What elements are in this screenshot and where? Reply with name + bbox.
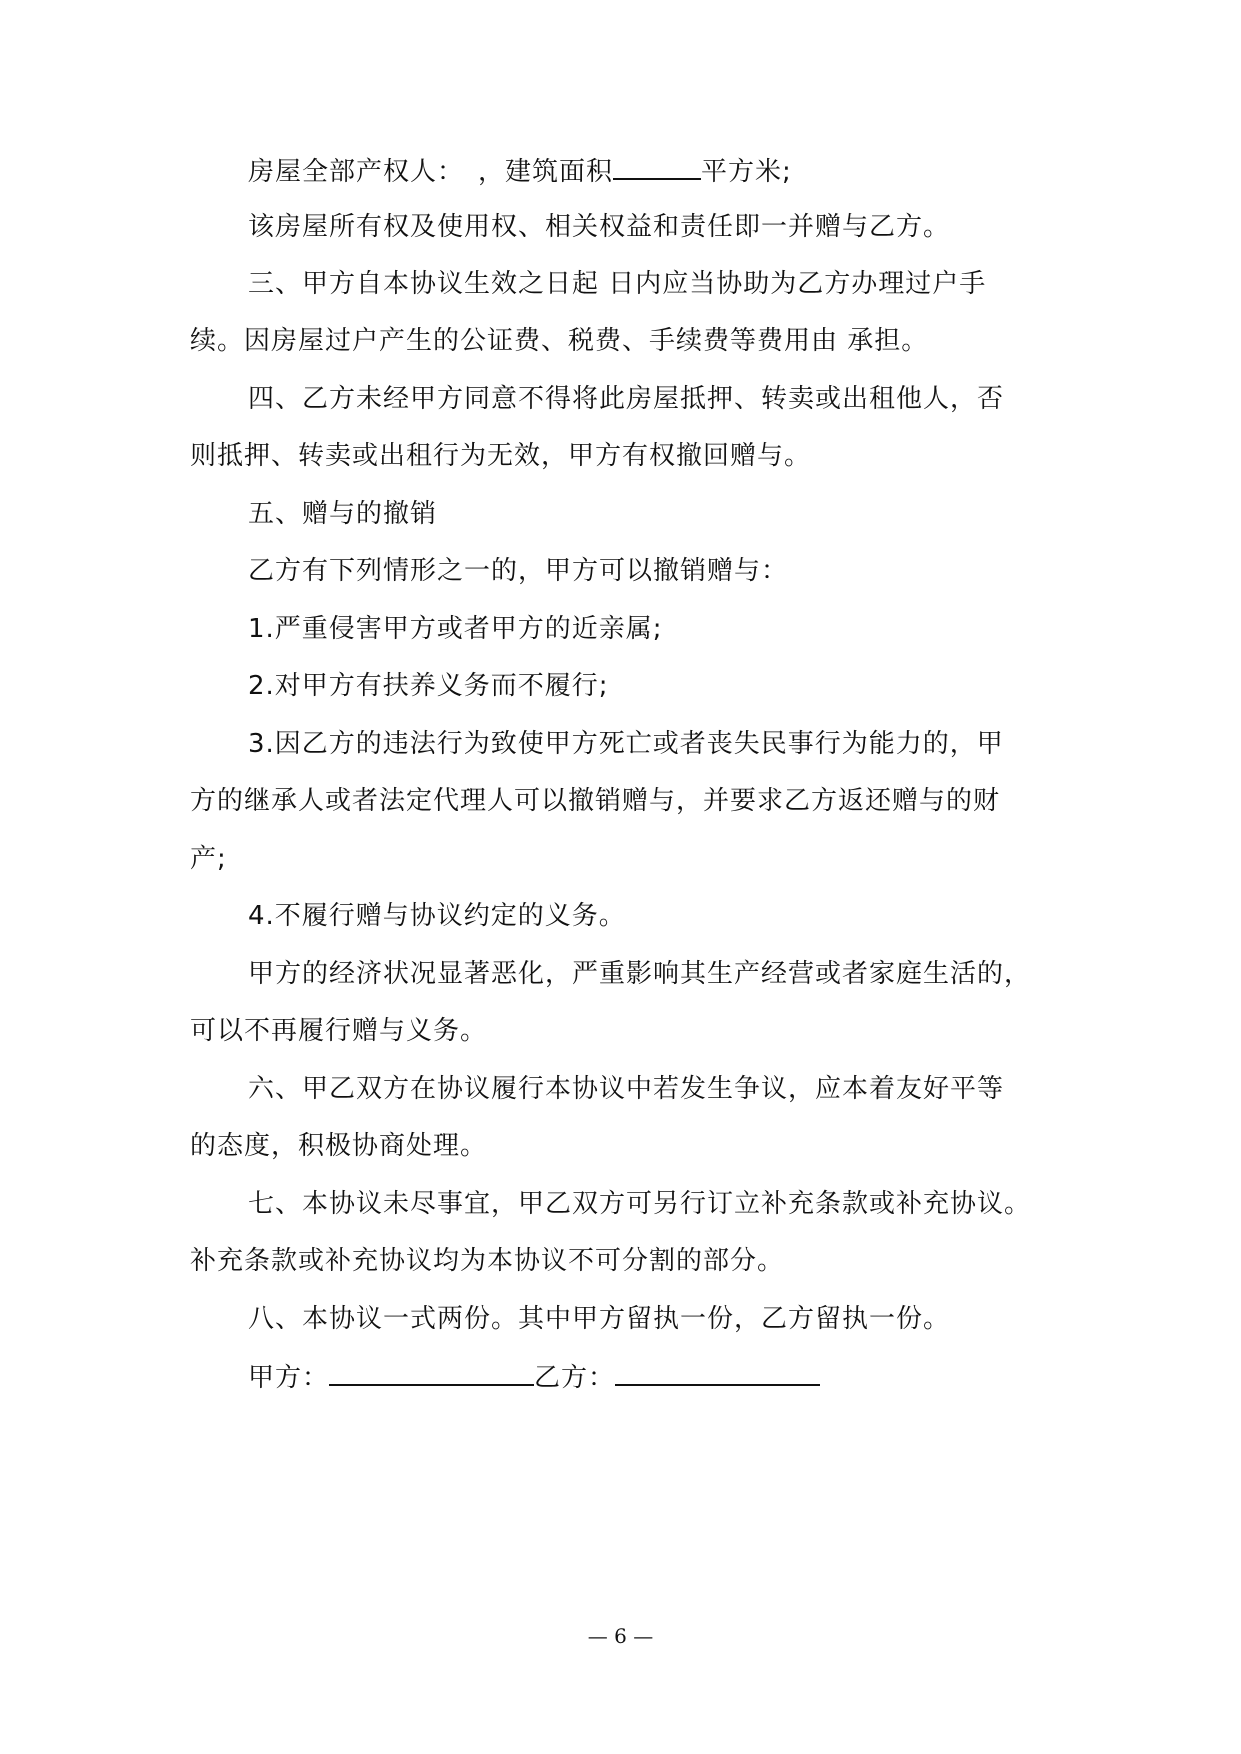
paragraph-line: 续。因房屋过户产生的公证费、税费、手续费等费用由 承担。 [190,326,929,356]
area-blank [613,152,701,180]
list-item: 1.严重侵害甲方或者甲方的近亲属; [248,614,663,644]
party-b-label: 乙方： [534,1363,616,1393]
party-a-signature-blank [329,1358,534,1386]
area-unit-text: 平方米; [701,157,792,187]
clause-3-heading: 三、甲方自本协议生效之日起 日内应当协助为乙方办理过户手 [248,269,987,299]
clause-4-heading: 四、乙方未经甲方同意不得将此房屋抵押、转卖或出租他人，否 [248,384,1005,414]
clause-6-heading: 六、甲乙双方在协议履行本协议中若发生争议，应本着友好平等 [248,1074,1005,1104]
paragraph-line: 乙方有下列情形之一的，甲方可以撤销赠与： [248,556,789,586]
paragraph-line: 该房屋所有权及使用权、相关权益和责任即一并赠与乙方。 [248,212,951,242]
list-item: 2.对甲方有扶养义务而不履行; [248,671,609,701]
clause-7-heading: 七、本协议未尽事宜，甲乙双方可另行订立补充条款或补充协议。 [248,1189,1032,1219]
area-line [248,152,792,190]
clause-5-heading: 五、赠与的撤销 [248,499,438,529]
signature-line [248,1358,820,1396]
paragraph-line: 甲方的经济状况显著恶化，严重影响其生产经营或者家庭生活的， [248,959,1032,989]
list-item: 3.因乙方的违法行为致使甲方死亡或者丧失民事行为能力的，甲 [248,729,1004,759]
page-number: — 6 — [587,1624,654,1648]
owner-area-text: 房屋全部产权人： ，建筑面积 [248,157,614,187]
paragraph-line: 方的继承人或者法定代理人可以撤销赠与，并要求乙方返还赠与的财 [190,786,1001,816]
party-b-signature-blank [615,1358,820,1386]
clause-8-heading: 八、本协议一式两份。其中甲方留执一份，乙方留执一份。 [248,1304,951,1334]
paragraph-line: 可以不再履行赠与义务。 [190,1016,488,1046]
paragraph-line: 则抵押、转卖或出租行为无效，甲方有权撤回赠与。 [190,441,812,471]
party-a-label: 甲方： [248,1363,330,1393]
paragraph-line: 的态度，积极协商处理。 [190,1131,488,1161]
paragraph-line: 补充条款或补充协议均为本协议不可分割的部分。 [190,1246,785,1276]
list-item: 4.不履行赠与协议约定的义务。 [248,901,626,931]
paragraph-line: 产; [190,844,227,874]
